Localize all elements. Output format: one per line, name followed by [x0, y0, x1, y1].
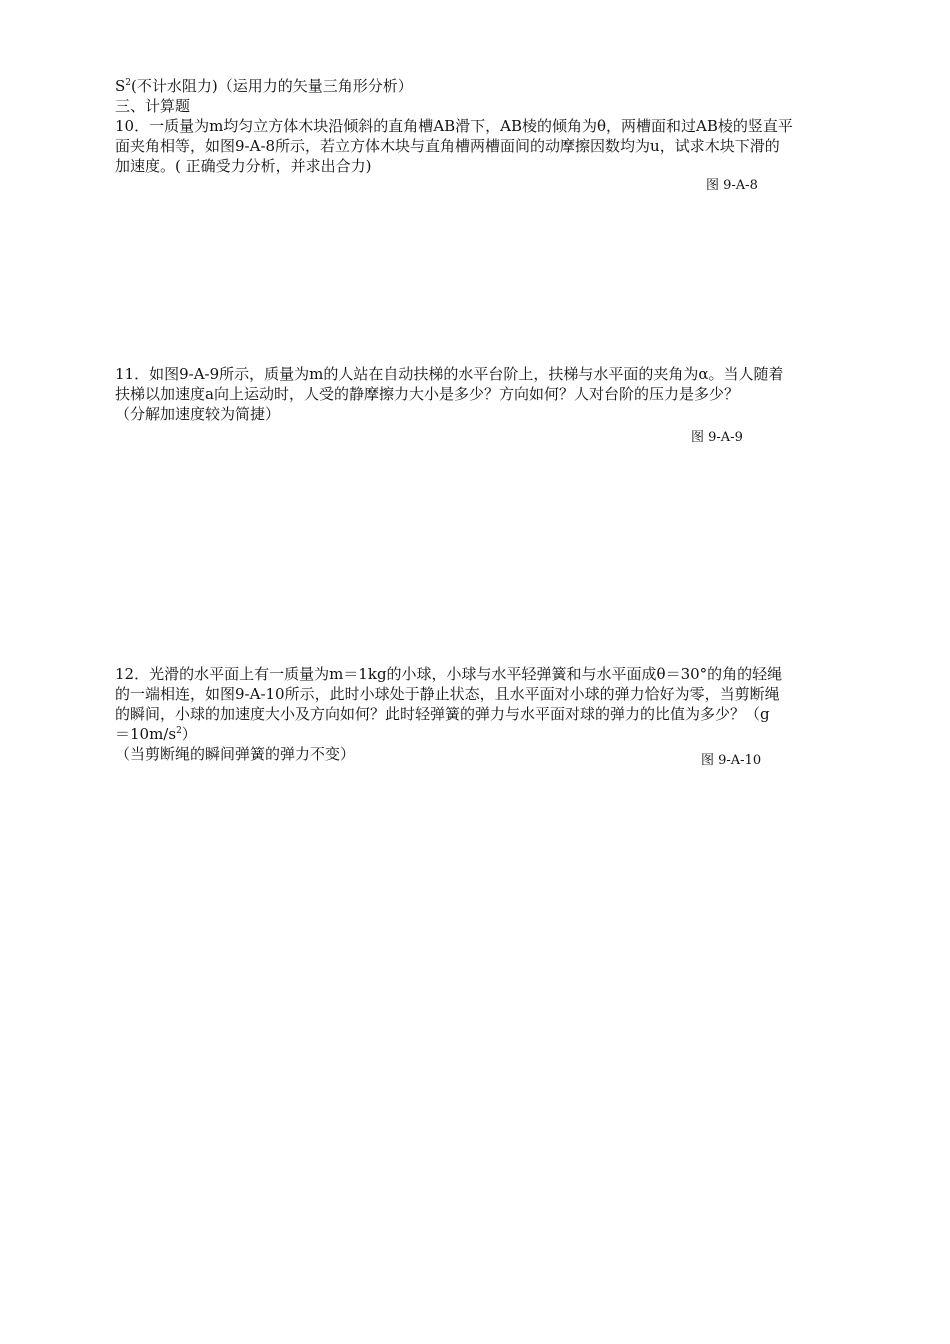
q10-line-2: 面夹角相等，如图9-A-8所示，若立方体木块与直角槽两槽面间的动摩擦因数均为u，试求木块下滑的	[115, 137, 780, 155]
intro-line	[115, 76, 413, 96]
q11-line-1: 11．如图9-A-9所示，质量为m的人站在自动扶梯的水平台阶上，扶梯与水平面的夹角为α。当人随着	[115, 365, 784, 383]
q11-line-3: （分解加速度较为简捷）	[115, 405, 281, 423]
intro-superscript: 2	[125, 78, 132, 88]
q12-line-3: 的瞬间，小球的加速度大小及方向如何？此时轻弹簧的弹力与水平面对球的弹力的比值为多少？（g	[115, 705, 770, 723]
intro-s: S	[115, 77, 126, 95]
q12-line-2: 的一端相连，如图9-A-10所示，此时小球处于静止状态，且水平面对小球的弹力恰好为零，当剪断绳	[115, 685, 780, 703]
q10-line-1: 10．一质量为m均匀立方体木块沿倾斜的直角槽AB滑下，AB棱的倾角为θ，两槽面和过AB棱的竖直平	[115, 117, 793, 135]
q10-figure-label: 图 9-A-8	[706, 178, 758, 193]
q12-line-4	[115, 724, 197, 744]
q11-figure-label: 图 9-A-9	[691, 430, 743, 445]
q12-figure-label: 图 9-A-10	[701, 753, 762, 768]
q12-line-1: 12．光滑的水平面上有一质量为m＝1kg的小球，小球与水平轻弹簧和与水平面成θ＝30°的角的轻绳	[115, 665, 783, 683]
q11-line-2: 扶梯以加速度a向上运动时，人受的静摩擦力大小是多少？方向如何？人对台阶的压力是多少？	[115, 385, 739, 403]
q12-line-5: （当剪断绳的瞬间弹簧的弹力不变）	[115, 745, 356, 763]
q10-line-3: 加速度。( 正确受力分析，并求出合力)	[115, 157, 372, 175]
q12-close-paren: ）	[181, 725, 197, 743]
section-title: 三、计算题	[115, 97, 191, 115]
intro-text: (不计水阻力)（运用力的矢量三角形分析）	[131, 77, 413, 95]
q12-gravity-value: ＝10m/s	[115, 725, 177, 743]
q12-superscript: 2	[176, 726, 182, 736]
